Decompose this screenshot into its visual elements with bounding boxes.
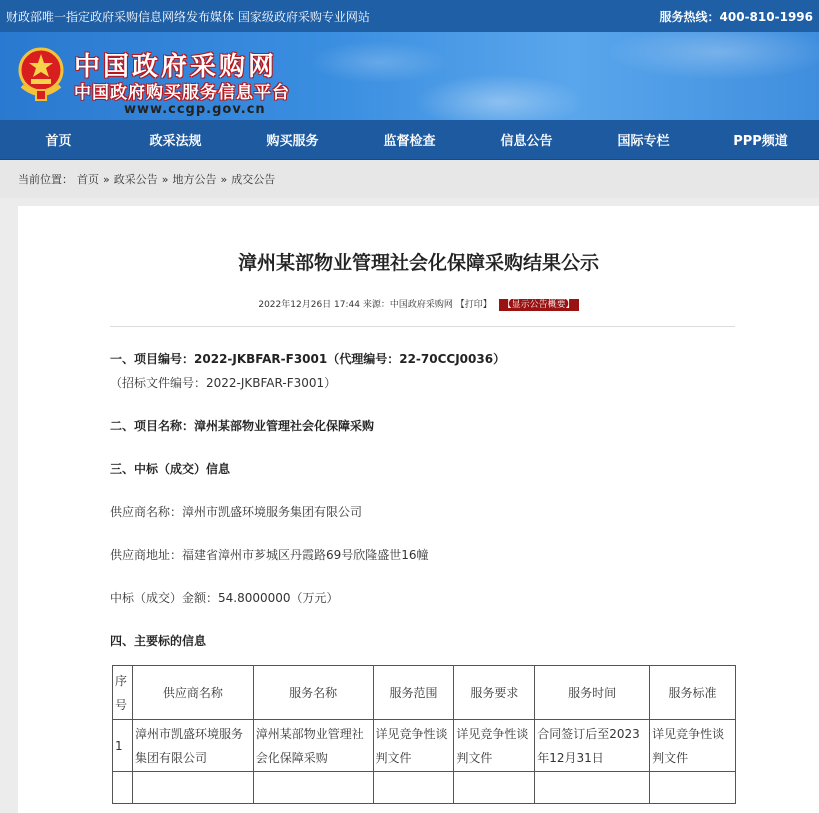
national-emblem-icon bbox=[16, 46, 66, 102]
td-time: 合同签订后至2023年12月31日 bbox=[535, 720, 650, 772]
site-banner bbox=[0, 32, 819, 120]
td-empty bbox=[253, 772, 373, 804]
breadcrumb-sep: » bbox=[103, 172, 110, 186]
divider bbox=[110, 326, 735, 327]
th-index: 序号 bbox=[113, 666, 133, 720]
td-empty bbox=[373, 772, 454, 804]
td-standard: 详见竞争性谈判文件 bbox=[650, 720, 736, 772]
section-award-heading: 三、中标（成交）信息 bbox=[110, 462, 231, 476]
section-items-heading: 四、主要标的信息 bbox=[110, 634, 207, 648]
print-link[interactable]: 【打印】 bbox=[455, 300, 492, 310]
td-scope: 详见竞争性谈判文件 bbox=[373, 720, 454, 772]
th-service-name: 服务名称 bbox=[253, 666, 373, 720]
section-project-name bbox=[110, 414, 735, 438]
th-scope: 服务范围 bbox=[373, 666, 454, 720]
th-standard: 服务标准 bbox=[650, 666, 736, 720]
supplier-address: 供应商地址：福建省漳州市芗城区丹霞路69号欣隆盛世16幢 bbox=[110, 548, 429, 562]
article-source: 来源：中国政府采购网 bbox=[362, 300, 453, 310]
section-project-number bbox=[110, 347, 735, 395]
top-bar-slogan: 财政部唯一指定政府采购信息网络发布媒体 国家级政府采购专业网站 bbox=[6, 9, 370, 24]
article-title: 漳州某部物业管理社会化保障采购结果公示 bbox=[237, 252, 599, 274]
breadcrumb-procurement[interactable]: 政采公告 bbox=[113, 173, 158, 186]
breadcrumb-sep: » bbox=[161, 172, 169, 186]
td-empty bbox=[113, 772, 133, 804]
publish-time: 2022年12月26日 17:44 bbox=[258, 300, 360, 310]
main-nav bbox=[0, 120, 819, 160]
show-summary-button[interactable]: 【显示公告概要】 bbox=[499, 299, 579, 311]
site-subtitle: 中国政府购买服务信息平台 bbox=[74, 83, 290, 103]
nav-item-ppp[interactable]: PPP频道 bbox=[733, 134, 788, 149]
nav-item-home[interactable]: 首页 bbox=[45, 134, 72, 149]
td-service-name: 漳州某部物业管理社会化保障采购 bbox=[253, 720, 373, 772]
td-index: 1 bbox=[113, 720, 133, 772]
banner-sky bbox=[299, 32, 819, 120]
th-supplier: 供应商名称 bbox=[132, 666, 253, 720]
breadcrumb-home[interactable]: 首页 bbox=[77, 173, 99, 186]
award-amount: 中标（成交）金额：54.8000000（万元） bbox=[110, 591, 339, 605]
tender-doc-number: （招标文件编号：2022-JKBFAR-F3001） bbox=[110, 376, 337, 390]
nav-item-services[interactable]: 购买服务 bbox=[266, 134, 319, 149]
td-requirements: 详见竞争性谈判文件 bbox=[454, 720, 535, 772]
breadcrumb-local[interactable]: 地方公告 bbox=[172, 173, 217, 186]
label: 二、项目名称： bbox=[110, 419, 195, 433]
th-requirements: 服务要求 bbox=[454, 666, 535, 720]
nav-item-international[interactable]: 国际专栏 bbox=[617, 134, 670, 149]
nav-item-supervision[interactable]: 监督检查 bbox=[383, 134, 436, 149]
td-empty bbox=[650, 772, 736, 804]
site-title: 中国政府采购网 bbox=[74, 52, 278, 82]
nav-item-announcements[interactable]: 信息公告 bbox=[500, 134, 553, 149]
site-url: www.ccgp.gov.cn bbox=[124, 102, 266, 117]
breadcrumb bbox=[0, 160, 819, 198]
table-row bbox=[113, 720, 736, 772]
breadcrumb-sep: » bbox=[220, 172, 228, 186]
article-meta bbox=[18, 297, 819, 310]
td-empty bbox=[132, 772, 253, 804]
label: 一、项目编号： bbox=[110, 352, 195, 366]
value: 2022-JKBFAR-F3001（代理编号：22-70CCJ0036） bbox=[194, 352, 506, 366]
td-empty bbox=[454, 772, 535, 804]
hotline: 服务热线：400-810-1996 bbox=[659, 9, 813, 24]
items-table bbox=[112, 665, 736, 804]
breadcrumb-prefix: 当前位置： bbox=[18, 173, 73, 186]
nav-item-regulations[interactable]: 政采法规 bbox=[149, 134, 202, 149]
table-row-empty bbox=[113, 772, 736, 804]
td-empty bbox=[535, 772, 650, 804]
breadcrumb-deal[interactable]: 成交公告 bbox=[231, 173, 276, 186]
top-bar bbox=[0, 0, 819, 32]
th-time: 服务时间 bbox=[535, 666, 650, 720]
article-panel bbox=[18, 206, 819, 813]
value: 漳州某部物业管理社会化保障采购 bbox=[194, 419, 375, 433]
article-body bbox=[18, 347, 819, 804]
supplier-name: 供应商名称：漳州市凯盛环境服务集团有限公司 bbox=[110, 505, 363, 519]
td-supplier: 漳州市凯盛环境服务集团有限公司 bbox=[132, 720, 253, 772]
table-header-row bbox=[113, 666, 736, 720]
